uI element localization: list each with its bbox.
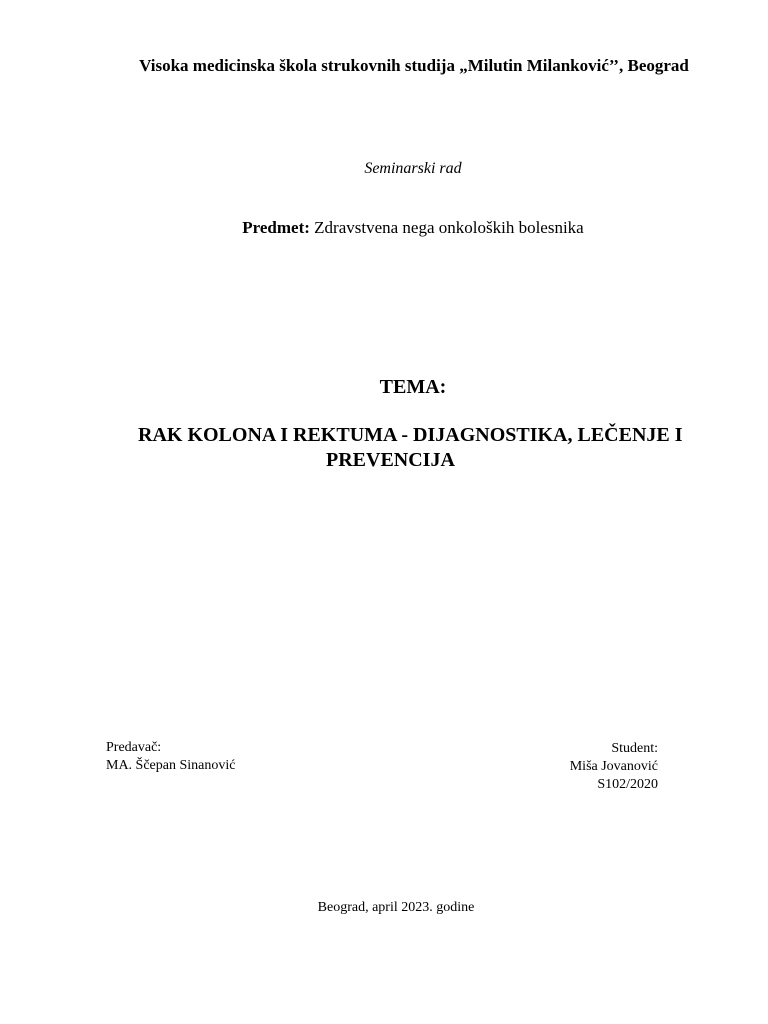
topic-title-line-2: PREVENCIJA xyxy=(326,449,455,471)
institution-name: Visoka medicinska škola strukovnih studija „Milutin Milanković’’ xyxy=(139,56,619,75)
subject-line xyxy=(0,218,768,238)
student-block xyxy=(570,740,658,794)
document-type: Seminarski rad xyxy=(364,160,462,177)
place-date-footer: Beograd, april 2023. godine xyxy=(317,900,475,915)
topic-label: TEMA: xyxy=(379,376,447,398)
student-index: S102/2020 xyxy=(597,777,658,792)
student-label: Student: xyxy=(611,741,658,756)
subject-label: Predmet: xyxy=(242,218,310,237)
topic-title-line-1: RAK KOLONA I REKTUMA - DIJAGNOSTIKA, LEČENJE I xyxy=(138,424,683,446)
institution-heading xyxy=(0,56,768,76)
lecturer-name: MA. Ščepan Sinanović xyxy=(106,758,236,773)
institution-city: , Beograd xyxy=(618,56,689,75)
subject-value: Zdravstvena nega onkoloških bolesnika xyxy=(309,218,584,237)
student-name: Miša Jovanović xyxy=(569,759,658,774)
lecturer-label: Predavač: xyxy=(106,740,162,755)
